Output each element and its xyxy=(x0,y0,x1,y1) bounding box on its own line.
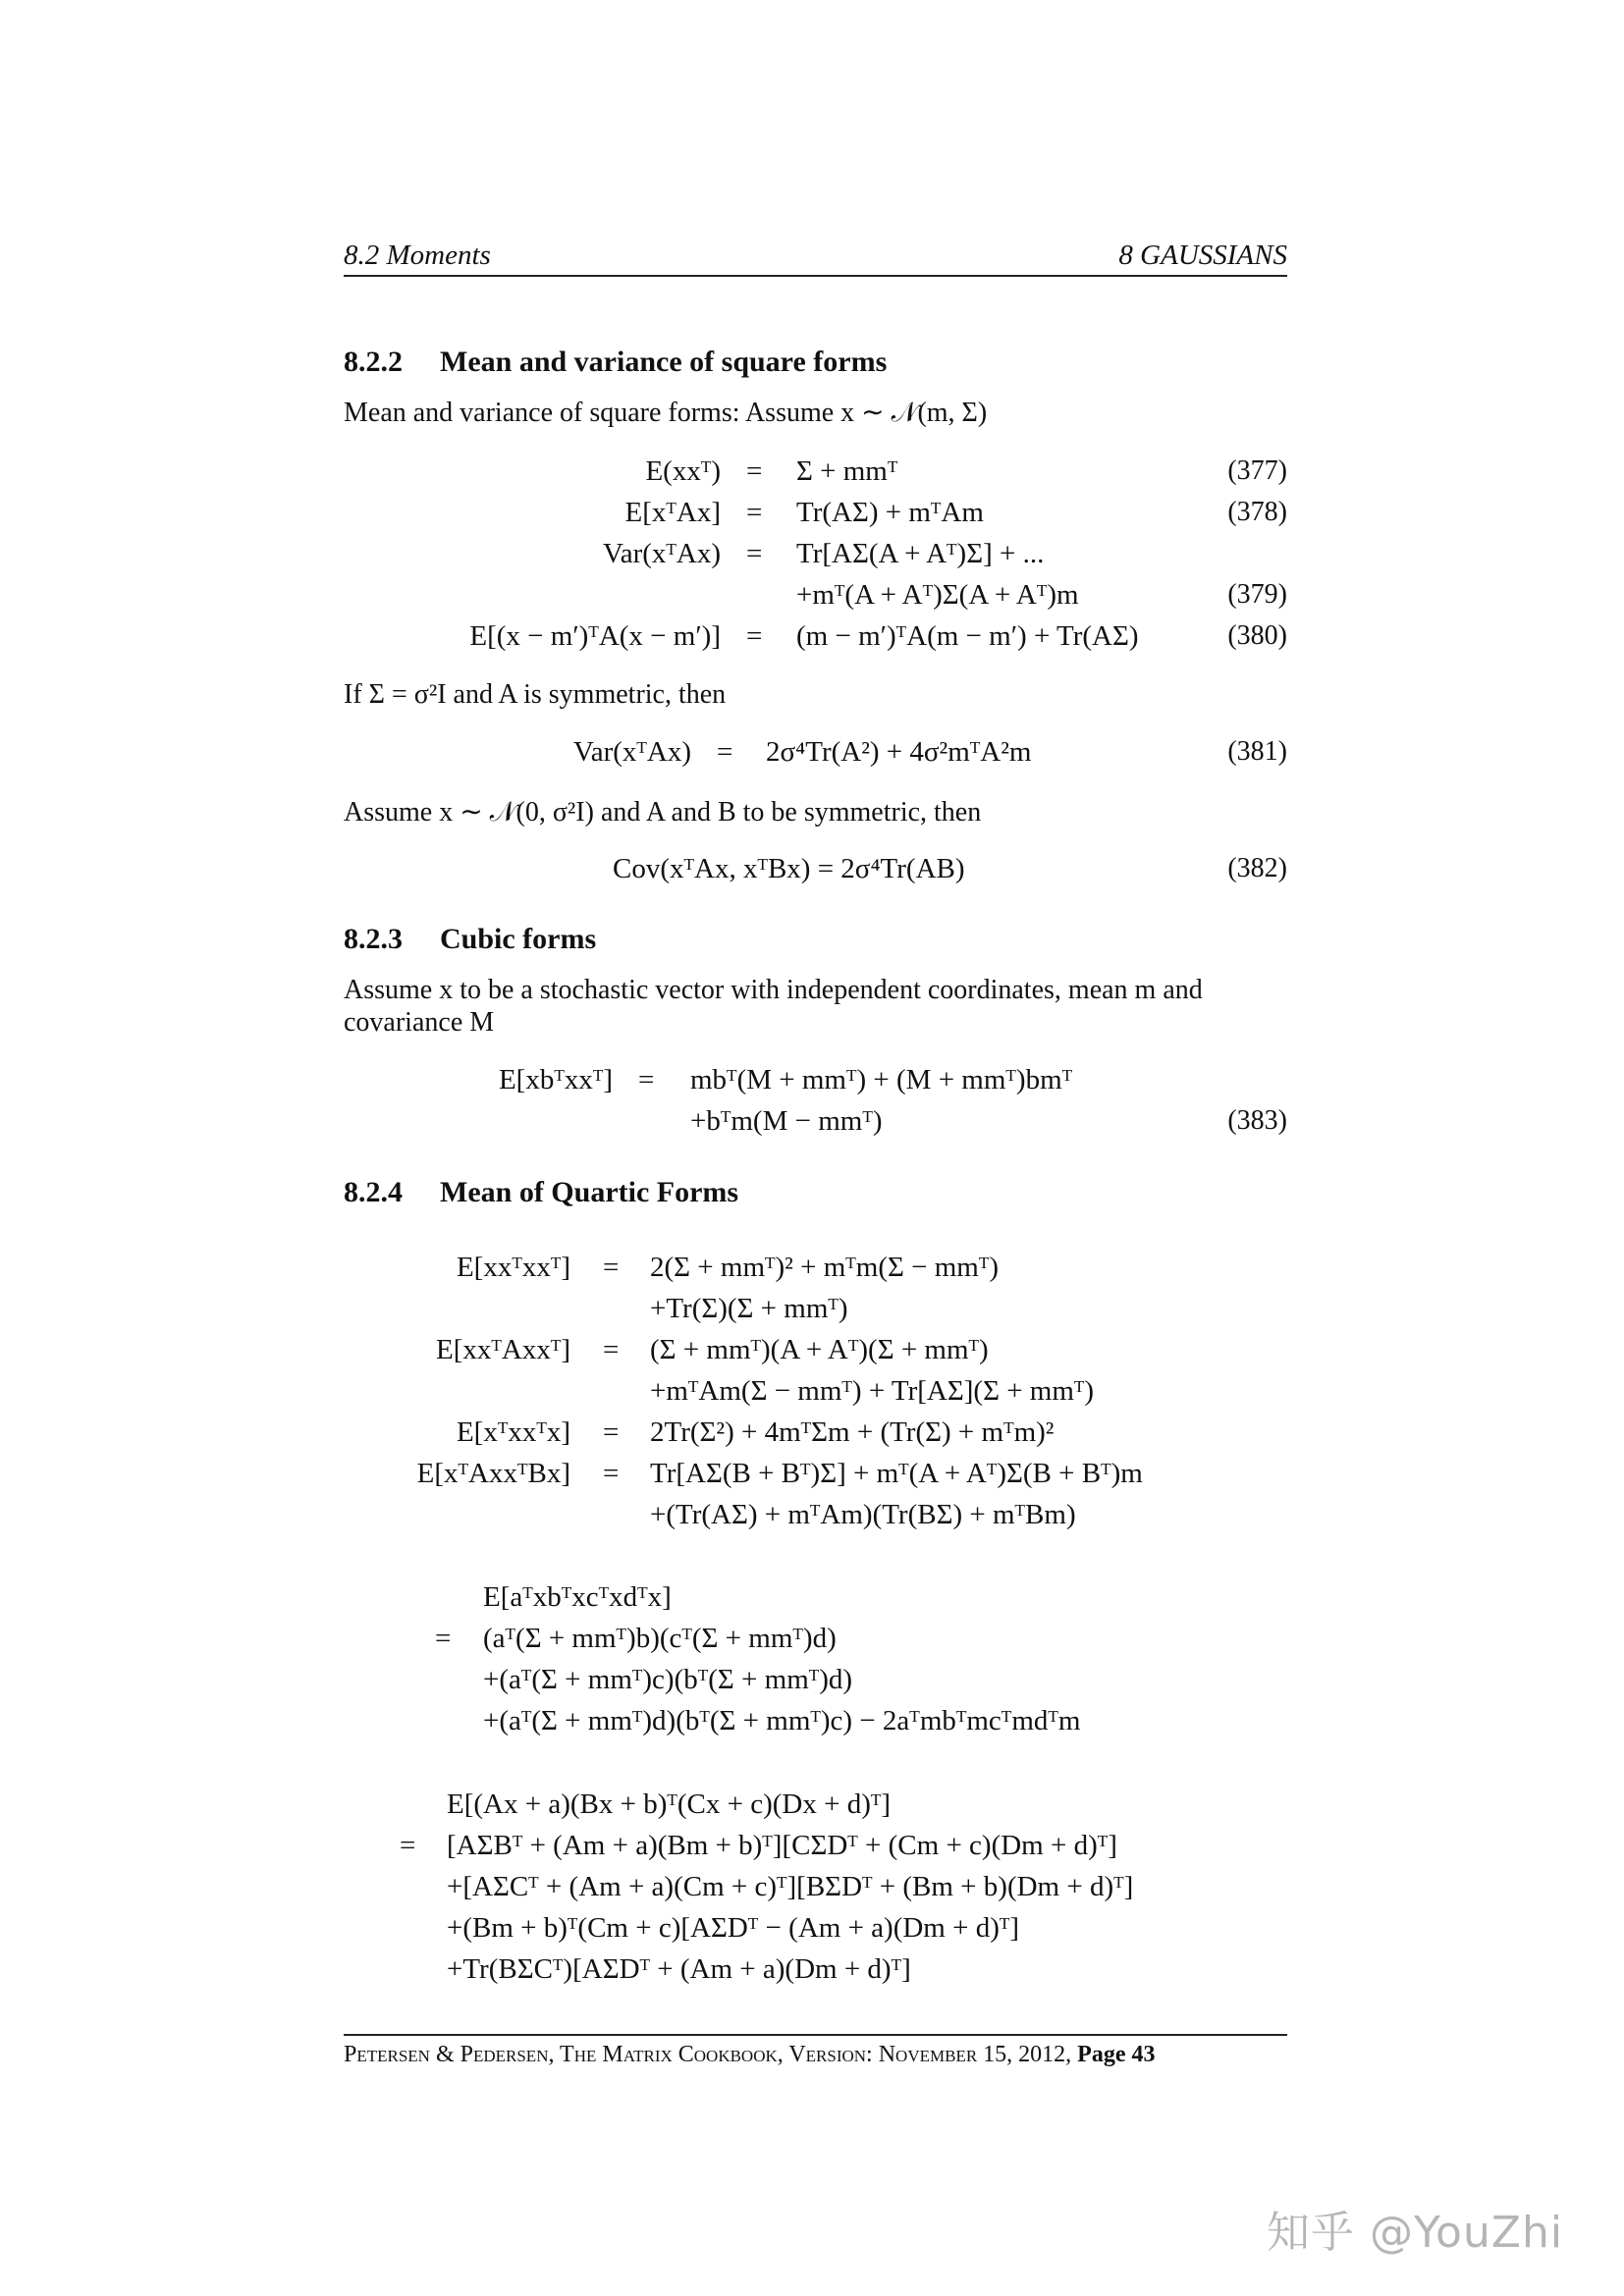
eq-379-lhs: Var(xᵀAx) xyxy=(602,538,721,569)
eq-377-tag: (377) xyxy=(1227,455,1287,486)
eq-379-rhs-line2: +mᵀ(A + Aᵀ)Σ(A + Aᵀ)m xyxy=(796,579,1079,611)
quartic-eq-6-line-2: +[AΣCᵀ + (Am + a)(Cm + c)ᵀ][BΣDᵀ + (Bm + b)(Dm + d)ᵀ] xyxy=(447,1871,1134,1902)
paragraph-line-2: covariance M xyxy=(344,1007,495,1038)
quartic-eq-5-head: E[aᵀxbᵀxcᵀxdᵀx] xyxy=(483,1581,672,1613)
watermark: 知乎 @YouZhi xyxy=(1267,2208,1564,2258)
eq-383-rhs-line1: mbᵀ(M + mmᵀ) + (M + mmᵀ)bmᵀ xyxy=(690,1064,1073,1095)
footer-rule xyxy=(344,2034,1287,2036)
condition-text-1: If Σ = σ²I and A is symmetric, then xyxy=(344,679,727,710)
quartic-eq-2-lhs: E[xxᵀAxxᵀ] xyxy=(436,1334,570,1365)
quartic-eq-2-rel: = xyxy=(603,1334,620,1365)
intro-text: Mean and variance of square forms: Assume x ∼ 𝒩(m, Σ) xyxy=(344,398,988,428)
quartic-eq-4-rhs: Tr[AΣ(B + Bᵀ)Σ] + mᵀ(A + Aᵀ)Σ(B + Bᵀ)m xyxy=(650,1458,1143,1489)
eq-378-rel: = xyxy=(746,497,763,528)
quartic-eq-4-rhs-cont: +(Tr(AΣ) + mᵀAm)(Tr(BΣ) + mᵀBm) xyxy=(650,1499,1076,1530)
quartic-eq-6-line-4: +Tr(BΣCᵀ)[AΣDᵀ + (Am + a)(Dm + d)ᵀ] xyxy=(447,1953,911,1985)
eq-383-tag: (383) xyxy=(1227,1105,1287,1136)
section-title: Cubic forms xyxy=(440,923,597,955)
quartic-eq-6-rel: = xyxy=(400,1830,416,1861)
section-title: Mean and variance of square forms xyxy=(440,346,888,378)
quartic-eq-5-line-1: (aᵀ(Σ + mmᵀ)b)(cᵀ(Σ + mmᵀ)d) xyxy=(483,1623,837,1654)
eq-381-rel: = xyxy=(717,736,733,768)
running-header-left: 8.2 Moments xyxy=(344,240,491,271)
quartic-eq-1-rel: = xyxy=(603,1252,620,1283)
eq-383-lhs: E[xbᵀxxᵀ] xyxy=(498,1064,613,1095)
quartic-eq-6-line-1: [AΣBᵀ + (Am + a)(Bm + b)ᵀ][CΣDᵀ + (Cm + c)(Dm + d)ᵀ] xyxy=(447,1830,1117,1861)
quartic-eq-6-line-3: +(Bm + b)ᵀ(Cm + c)[AΣDᵀ − (Am + a)(Dm + d)ᵀ] xyxy=(447,1912,1020,1944)
eq-379-rhs-line1: Tr[AΣ(A + Aᵀ)Σ] + ... xyxy=(796,538,1045,569)
section-heading-8-2-2 xyxy=(344,346,887,379)
condition-text-2: Assume x ∼ 𝒩(0, σ²I) and A and B to be symmetric, then xyxy=(344,797,982,828)
section-number: 8.2.2 xyxy=(344,346,403,378)
quartic-eq-4-rel: = xyxy=(603,1458,620,1489)
quartic-eq-1-lhs: E[xxᵀxxᵀ] xyxy=(456,1252,570,1283)
eq-383-rhs-line2: +bᵀm(M − mmᵀ) xyxy=(690,1105,883,1137)
quartic-eq-3-rhs: 2Tr(Σ²) + 4mᵀΣm + (Tr(Σ) + mᵀm)² xyxy=(650,1416,1055,1448)
paragraph-line-1: Assume x to be a stochastic vector with independent coordinates, mean m and xyxy=(344,975,1203,1005)
quartic-eq-3-rel: = xyxy=(603,1416,620,1448)
eq-378-tag: (378) xyxy=(1227,497,1287,527)
quartic-eq-2-rhs-cont: +mᵀAm(Σ − mmᵀ) + Tr[AΣ](Σ + mmᵀ) xyxy=(650,1375,1095,1407)
quartic-eq-2-rhs: (Σ + mmᵀ)(A + Aᵀ)(Σ + mmᵀ) xyxy=(650,1334,989,1365)
eq-379-rel: = xyxy=(746,538,763,569)
eq-380-tag: (380) xyxy=(1227,620,1287,651)
section-number: 8.2.3 xyxy=(344,923,403,955)
footer-citation: Petersen & Pedersen, The Matrix Cookbook, Version: November 15, 2012, xyxy=(344,2042,1072,2067)
section-number: 8.2.4 xyxy=(344,1176,403,1208)
quartic-eq-4-lhs: E[xᵀAxxᵀBx] xyxy=(416,1458,570,1489)
eq-381-tag: (381) xyxy=(1227,736,1287,767)
eq-377-rhs: Σ + mmᵀ xyxy=(796,455,898,487)
eq-378-lhs: E[xᵀAx] xyxy=(624,497,721,528)
quartic-eq-5-line-3: +(aᵀ(Σ + mmᵀ)d)(bᵀ(Σ + mmᵀ)c) − 2aᵀmbᵀmcᵀmdᵀm xyxy=(483,1705,1081,1736)
eq-381-rhs: 2σ⁴Tr(A²) + 4σ²mᵀA²m xyxy=(766,736,1032,768)
page-number: Page 43 xyxy=(1077,2042,1156,2067)
section-heading-8-2-3 xyxy=(344,923,596,956)
eq-380-lhs: E[(x − m′)ᵀA(x − m′)] xyxy=(469,620,721,652)
eq-382-tag: (382) xyxy=(1227,853,1287,883)
footer xyxy=(344,2042,1155,2068)
running-header-right: 8 GAUSSIANS xyxy=(1118,240,1287,271)
section-title: Mean of Quartic Forms xyxy=(440,1176,739,1208)
quartic-eq-1-rhs: 2(Σ + mmᵀ)² + mᵀm(Σ − mmᵀ) xyxy=(650,1252,1000,1283)
eq-380-rhs: (m − m′)ᵀA(m − m′) + Tr(AΣ) xyxy=(796,620,1139,652)
quartic-eq-1-rhs-cont: +Tr(Σ)(Σ + mmᵀ) xyxy=(650,1293,848,1324)
eq-383-rel: = xyxy=(638,1064,655,1095)
eq-378-rhs: Tr(AΣ) + mᵀAm xyxy=(796,497,984,528)
quartic-eq-5-line-2: +(aᵀ(Σ + mmᵀ)c)(bᵀ(Σ + mmᵀ)d) xyxy=(483,1664,853,1695)
eq-377-rel: = xyxy=(746,455,763,487)
quartic-eq-6-head: E[(Ax + a)(Bx + b)ᵀ(Cx + c)(Dx + d)ᵀ] xyxy=(447,1789,892,1820)
header-rule xyxy=(344,275,1287,277)
quartic-eq-3-lhs: E[xᵀxxᵀx] xyxy=(456,1416,570,1448)
eq-377-lhs: E(xxᵀ) xyxy=(645,455,721,487)
eq-381-lhs: Var(xᵀAx) xyxy=(572,736,691,768)
section-heading-8-2-4 xyxy=(344,1176,738,1209)
eq-380-rel: = xyxy=(746,620,763,652)
quartic-eq-5-rel: = xyxy=(435,1623,452,1654)
eq-382-expr: Cov(xᵀAx, xᵀBx) = 2σ⁴Tr(AB) xyxy=(613,853,965,884)
eq-379-tag: (379) xyxy=(1227,579,1287,610)
